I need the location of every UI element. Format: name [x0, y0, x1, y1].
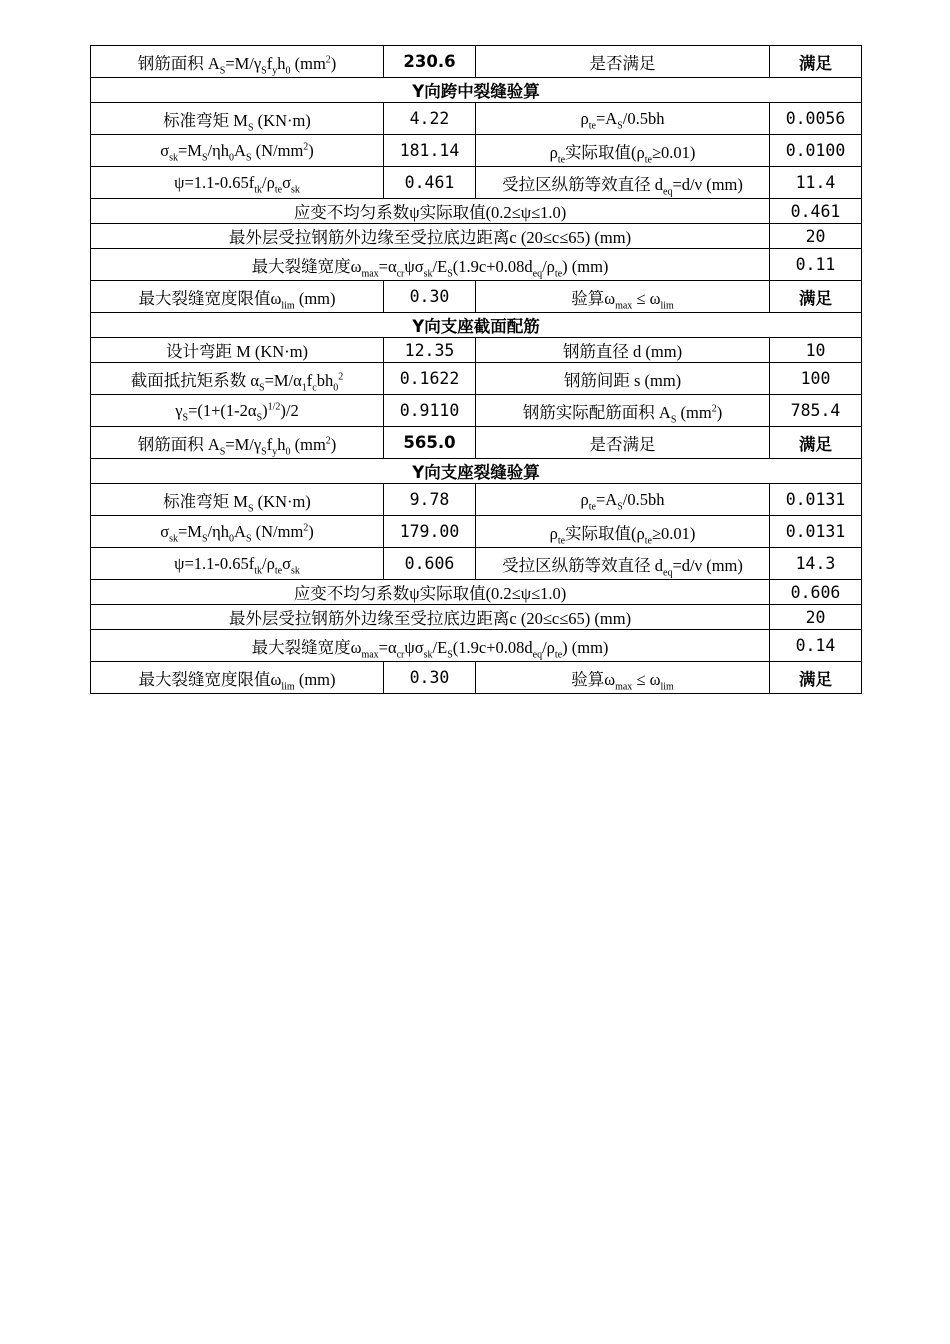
- section-title: Y向跨中裂缝验算: [91, 78, 862, 103]
- parameter-value: 785.4: [770, 395, 862, 427]
- parameter-label: 最外层受拉钢筋外边缘至受拉底边距离c (20≤c≤65) (mm): [91, 224, 770, 249]
- parameter-value: 0.0100: [770, 135, 862, 167]
- parameter-value: 满足: [770, 662, 862, 694]
- parameter-label: 最大裂缝宽度限值$\omega_{lim}$ (mm): [91, 662, 384, 694]
- parameter-value: 565.0: [384, 427, 476, 459]
- table-row: [91, 363, 862, 395]
- parameter-value: 0.14: [770, 630, 862, 662]
- parameter-label: 最外层受拉钢筋外边缘至受拉底边距离c (20≤c≤65) (mm): [91, 605, 770, 630]
- parameter-value: 0.1622: [384, 363, 476, 395]
- parameter-value: 0.606: [770, 580, 862, 605]
- parameter-label: 应变不均匀系数ψ实际取值(0.2≤ψ≤1.0): [91, 580, 770, 605]
- table-row: [91, 281, 862, 313]
- calculation-table: [90, 45, 862, 694]
- parameter-label: 验算$\omega_{max} \le \omega_{lim}$: [476, 281, 770, 313]
- table-row: [91, 484, 862, 516]
- table-row: [91, 224, 862, 249]
- parameter-value: 20: [770, 224, 862, 249]
- table-row: [91, 662, 862, 694]
- parameter-label: $\sigma_{sk}=M_S/\eta h_0A_S$ $(N/mm^2)$: [91, 516, 384, 548]
- parameter-label: 设计弯距 M (KN·m): [91, 338, 384, 363]
- parameter-label: 应变不均匀系数ψ实际取值(0.2≤ψ≤1.0): [91, 199, 770, 224]
- parameter-label: 钢筋面积 $A_S=M/\gamma_Sf_yh_0$ $(mm^2)$: [91, 427, 384, 459]
- parameter-value: 20: [770, 605, 862, 630]
- parameter-label: $\psi=1.1-0.65f_{tk}/\rho_{te}\sigma_{sk}$: [91, 167, 384, 199]
- table-row: [91, 395, 862, 427]
- table-row: [91, 46, 862, 78]
- table-row: [91, 548, 862, 580]
- parameter-value: 181.14: [384, 135, 476, 167]
- parameter-label: 钢筋面积 $A_S=M/\gamma_Sf_yh_0$ $(mm^2)$: [91, 46, 384, 78]
- table-row: [91, 338, 862, 363]
- table-row: [91, 103, 862, 135]
- table-row: [91, 135, 862, 167]
- parameter-label: 是否满足: [476, 427, 770, 459]
- parameter-value: 0.0131: [770, 484, 862, 516]
- parameter-label: 受拉区纵筋等效直径 $d_{eq}=d/\nu$ (mm): [476, 548, 770, 580]
- parameter-label: 钢筋实际配筋面积 $A_S$ $(mm^2)$: [476, 395, 770, 427]
- parameter-label: 钢筋间距 s (mm): [476, 363, 770, 395]
- parameter-value: 4.22: [384, 103, 476, 135]
- parameter-value: 0.461: [384, 167, 476, 199]
- parameter-value: 0.11: [770, 249, 862, 281]
- section-header-row: [91, 459, 862, 484]
- parameter-label: $\sigma_{sk}=M_S/\eta h_0A_S$ $(N/mm^2)$: [91, 135, 384, 167]
- parameter-value: 0.606: [384, 548, 476, 580]
- parameter-value: 满足: [770, 46, 862, 78]
- table-row: [91, 630, 862, 662]
- parameter-value: 0.30: [384, 281, 476, 313]
- parameter-value: 100: [770, 363, 862, 395]
- table-row: [91, 167, 862, 199]
- parameter-value: 230.6: [384, 46, 476, 78]
- parameter-label: 标准弯矩 $M_S$ (KN·m): [91, 103, 384, 135]
- section-header-row: [91, 313, 862, 338]
- table-row: [91, 199, 862, 224]
- parameter-value: 满足: [770, 427, 862, 459]
- parameter-label: $\gamma_S=(1+(1-2\alpha_S)^{1/2})/2$: [91, 395, 384, 427]
- parameter-label: 最大裂缝宽度限值$\omega_{lim}$ (mm): [91, 281, 384, 313]
- table-row: [91, 249, 862, 281]
- parameter-value: 11.4: [770, 167, 862, 199]
- parameter-value: 0.0056: [770, 103, 862, 135]
- parameter-label: $\rho_{te}=A_S/0.5bh$: [476, 484, 770, 516]
- parameter-value: 179.00: [384, 516, 476, 548]
- parameter-value: 0.461: [770, 199, 862, 224]
- section-title: Y向支座截面配筋: [91, 313, 862, 338]
- table-row: [91, 516, 862, 548]
- parameter-value: 14.3: [770, 548, 862, 580]
- parameter-label: 截面抵抗矩系数 $\alpha_S=M/\alpha_1f_cbh_0^2$: [91, 363, 384, 395]
- table-row: [91, 605, 862, 630]
- parameter-label: 最大裂缝宽度$\omega_{max}=\alpha_{cr}\psi\sigma_{sk}/E_S(1.9c+0.08d_{eq}/\rho_{te})$ (mm): [91, 249, 770, 281]
- table-row: [91, 580, 862, 605]
- parameter-value: 0.30: [384, 662, 476, 694]
- section-header-row: [91, 78, 862, 103]
- parameter-label: 钢筋直径 d (mm): [476, 338, 770, 363]
- parameter-value: 0.9110: [384, 395, 476, 427]
- section-title: Y向支座裂缝验算: [91, 459, 862, 484]
- parameter-label: 验算$\omega_{max} \le \omega_{lim}$: [476, 662, 770, 694]
- parameter-label: $\rho_{te}$实际取值$(\rho_{te}\ge 0.01)$: [476, 516, 770, 548]
- parameter-label: $\psi=1.1-0.65f_{tk}/\rho_{te}\sigma_{sk}$: [91, 548, 384, 580]
- parameter-label: 受拉区纵筋等效直径 $d_{eq}=d/\nu$ (mm): [476, 167, 770, 199]
- parameter-value: 12.35: [384, 338, 476, 363]
- parameter-label: 是否满足: [476, 46, 770, 78]
- parameter-label: 标准弯矩 $M_S$ (KN·m): [91, 484, 384, 516]
- parameter-label: $\rho_{te}=A_S/0.5bh$: [476, 103, 770, 135]
- parameter-value: 满足: [770, 281, 862, 313]
- table-row: [91, 427, 862, 459]
- parameter-label: 最大裂缝宽度$\omega_{max}=\alpha_{cr}\psi\sigma_{sk}/E_S(1.9c+0.08d_{eq}/\rho_{te})$ (mm): [91, 630, 770, 662]
- calculation-table-body: [91, 46, 862, 694]
- parameter-label: $\rho_{te}$实际取值$(\rho_{te}\ge 0.01)$: [476, 135, 770, 167]
- parameter-value: 0.0131: [770, 516, 862, 548]
- parameter-value: 9.78: [384, 484, 476, 516]
- parameter-value: 10: [770, 338, 862, 363]
